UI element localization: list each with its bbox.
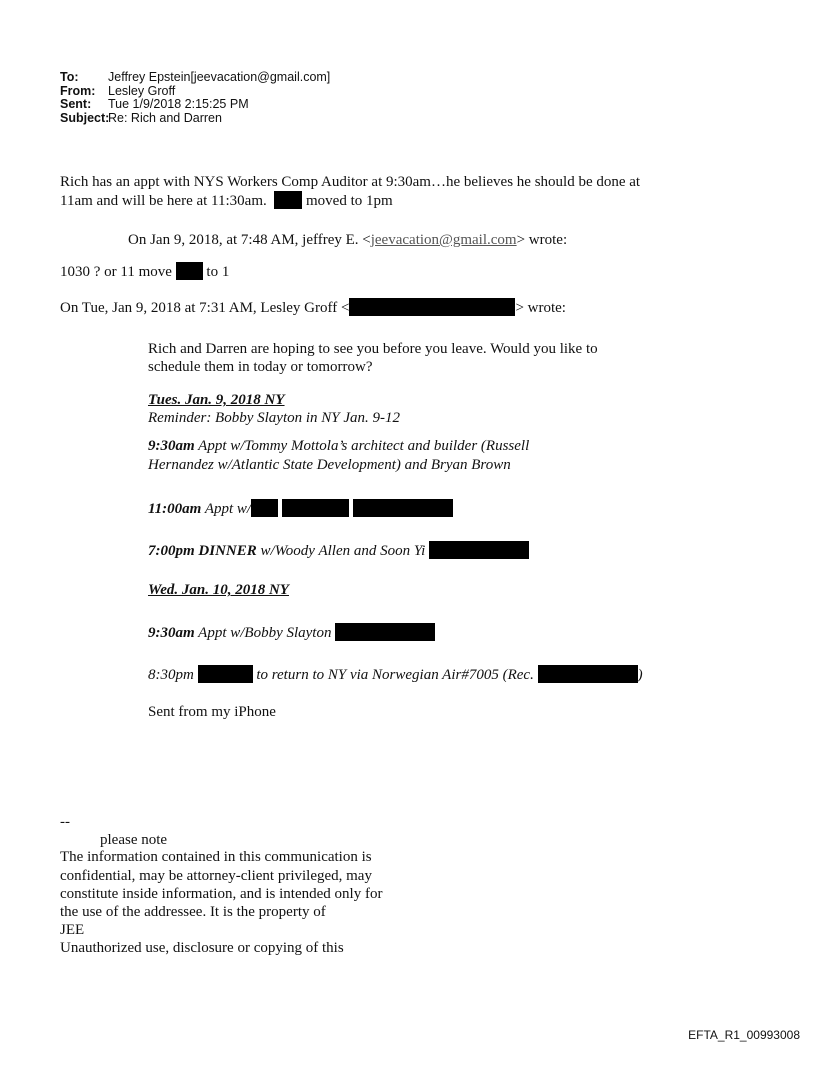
- appointment: 7:00pm DINNER w/Woody Allen and Soon Yi: [148, 541, 529, 560]
- reply-line: 1030 ? or 11 move to 1: [60, 264, 230, 280]
- body-line: 11am and will be here at 11:30am. moved to 1pm: [60, 193, 393, 209]
- appointment: 8:30pm to return to NY via Norwegian Air#7005 (Rec. ): [148, 667, 643, 683]
- disclaimer-line: constitute inside information, and is intended only for: [60, 886, 383, 902]
- appointment: 11:00am Appt w/: [148, 499, 453, 518]
- sig-separator: --: [60, 814, 70, 830]
- header-subject: Subject:Re: Rich and Darren: [60, 111, 222, 125]
- body-line: Rich has an appt with NYS Workers Comp Auditor at 9:30am…he believes he should be done at: [60, 174, 641, 190]
- day-heading: Tues. Jan. 9, 2018 NY: [148, 392, 285, 408]
- redaction: [282, 499, 349, 517]
- disclaimer-line: the use of the addressee. It is the property of: [60, 904, 326, 920]
- appointment: 9:30am Appt w/Bobby Slayton: [148, 623, 435, 642]
- quote-header: On Jan 9, 2018, at 7:48 AM, jeffrey E. <jeevacation@gmail.com> wrote:: [128, 232, 568, 248]
- reminder: Reminder: Bobby Slayton in NY Jan. 9-12: [148, 410, 401, 426]
- message-line: Rich and Darren are hoping to see you before you leave. Would you like to: [148, 341, 598, 357]
- signature: Sent from my iPhone: [148, 704, 276, 720]
- redaction: [335, 623, 435, 641]
- message-line: schedule them in today or tomorrow?: [148, 359, 373, 375]
- redaction: [353, 499, 453, 517]
- document-id: EFTA_R1_00993008: [688, 1028, 800, 1042]
- redaction: [251, 499, 278, 517]
- quote-header: On Tue, Jan 9, 2018 at 7:31 AM, Lesley Groff < > wrote:: [60, 300, 566, 316]
- disclaimer-line: JEE: [60, 922, 85, 938]
- redaction: [538, 665, 638, 683]
- disclaimer-line: confidential, may be attorney-client privileged, may: [60, 868, 372, 884]
- appointment: 9:30am Appt w/Tommy Mottola’s architect and builder (Russell: [148, 438, 530, 454]
- disclaimer-line: Unauthorized use, disclosure or copying of this: [60, 940, 344, 956]
- disclaimer-note: please note: [100, 832, 168, 848]
- redaction: [176, 262, 203, 280]
- day-heading: Wed. Jan. 10, 2018 NY: [148, 582, 289, 598]
- redaction: [274, 191, 302, 209]
- disclaimer-line: The information contained in this communication is: [60, 849, 372, 865]
- redaction: [198, 665, 253, 683]
- header-to: To: Jeffrey Epstein[jeevacation@gmail.com]: [60, 70, 331, 84]
- email-link[interactable]: jeevacation@gmail.com: [370, 232, 517, 248]
- redaction: [349, 298, 515, 316]
- header-from: From: Lesley Groff: [60, 84, 176, 98]
- appointment: Hernandez w/Atlantic State Development) and Bryan Brown: [148, 457, 511, 473]
- redaction: [429, 541, 529, 559]
- header-sent: Sent: Tue 1/9/2018 2:15:25 PM: [60, 97, 249, 111]
